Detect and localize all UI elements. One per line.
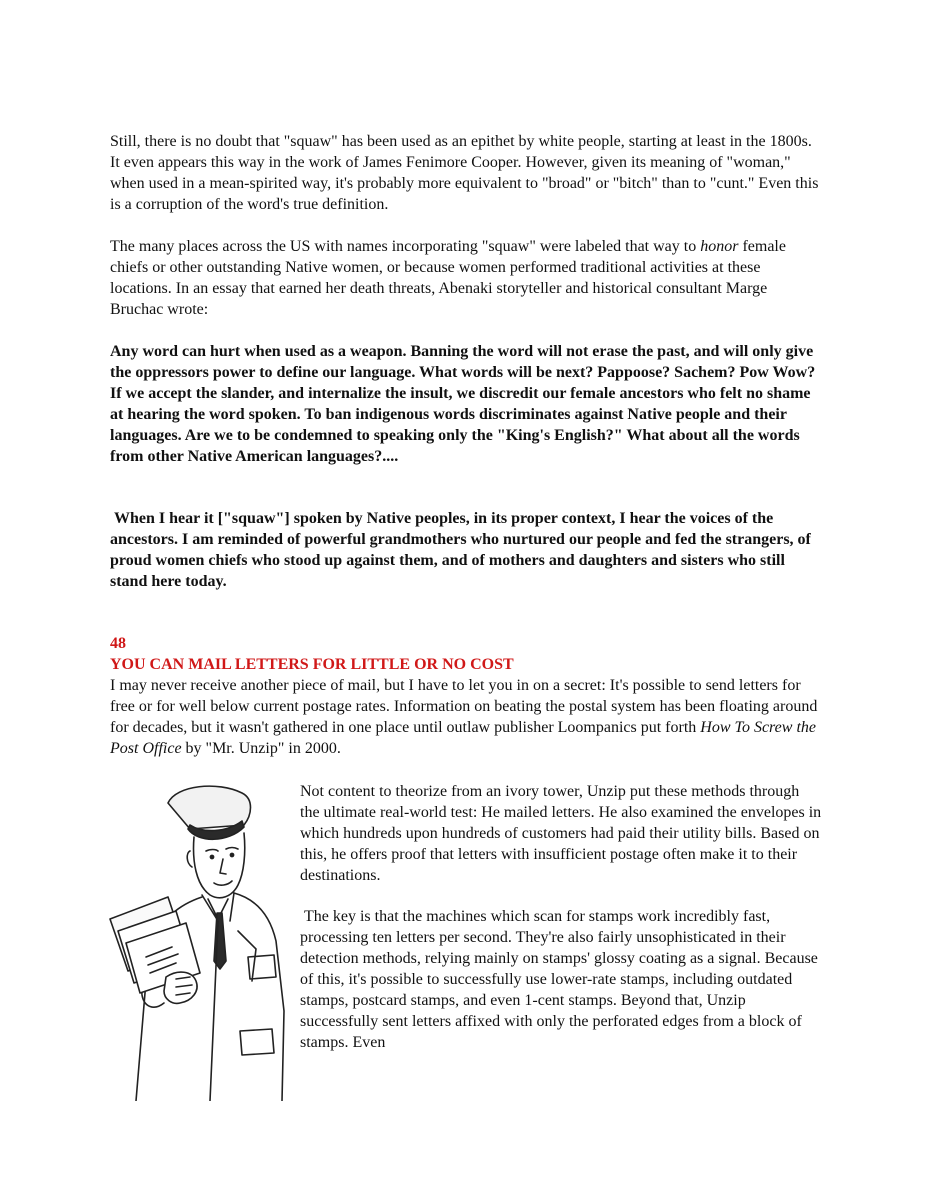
paragraph-place-names-end: female chiefs or other outstanding Native women, or because women performed traditional activities at these locations. In an essay that earned her death threats, Abenaki storyteller and historical consultant Marge Bruchac wrote: (110, 238, 786, 318)
mailman-illustration (106, 781, 288, 1101)
cap-crown (168, 786, 251, 829)
section-title: YOU CAN MAIL LETTERS FOR LITTLE OR NO COST (110, 656, 514, 673)
emphasis-honor: honor (700, 238, 739, 255)
paragraph-intro-postage-end: by "Mr. Unzip" in 2000. (181, 740, 341, 757)
hand (164, 972, 197, 1003)
paragraph-intro-postage (110, 675, 820, 759)
paragraph-scan-machines: The key is that the machines which scan for stamps work incredibly fast, processing ten letters per second. They're also fairly unsophisticated in their detection methods, relying mainly on stamps' glossy coating as a signal. Because of this, it's possible to successfully use lower-rate stamps, including outdated stamps, postcard stamps, and even 1-cent stamps. Beyond that, Unzip successfully sent letters affixed with only the perforated edges from a block of stamps. Even (300, 908, 822, 1051)
quote-bruchac-part-2: When I hear it ["squaw"] spoken by Native peoples, in its proper context, I hear the voices of the ancestors. I am reminded of powerful grandmothers who nurtured our people and fed the strangers, of proud women chiefs who stood up against them, and of mothers and daughters and sisters who still stand here today. (110, 510, 815, 590)
face-outline (194, 833, 245, 898)
paragraph-intro-postage-start: I may never receive another piece of mail, but I have to let you in on a secret: It's possible to send letters for free or for well below current postage rates. Information on beating the postal system has been floating around for decades, but it wasn't gathered in one place until outlaw publisher Loompanics put forth (110, 677, 818, 736)
quote-bruchac-part-1: Any word can hurt when used as a weapon. Banning the word will not erase the past, and will only give the oppressors power to define our language. What words will be next? Pappoose? Sachem? Pow Wow? If we accept the slander, and internalize the insult, we discredit our female ancestors who felt no shame at hearing the word spoken. To ban indigenous words discriminates against Native people and their languages. Are we to be condemned to speaking only the "King's English?" What about all the words from other Native American languages?.... (110, 343, 816, 465)
paragraph-place-names-start: The many places across the US with names incorporating "squaw" were labeled that way to (110, 238, 701, 255)
book-title: How To Screw the Post Office (110, 719, 816, 757)
paragraph-squaw-epithet: Still, there is no doubt that "squaw" has been used as an epithet by white people, starting at least in the 1800s. It even appears this way in the work of James Fenimore Cooper. However, given its meaning of "woman," when used in a mean-spirited way, it's probably more equivalent to "broad" or "bitch" than to "cunt." Even this is a corruption of the word's true definition. (110, 133, 819, 213)
section-number: 48 (110, 635, 126, 652)
lower-pocket (240, 1029, 274, 1055)
paragraph-unzip-test: Not content to theorize from an ivory tower, Unzip put these methods through the ultimate real-world test: He mailed letters. He also examined the envelopes in which hundreds upon hundreds of customers had paid their utility bills. Based on this, he offers proof that letters with insufficient postage often make it to their destinations. (300, 783, 822, 884)
paragraph-place-names (110, 236, 820, 320)
